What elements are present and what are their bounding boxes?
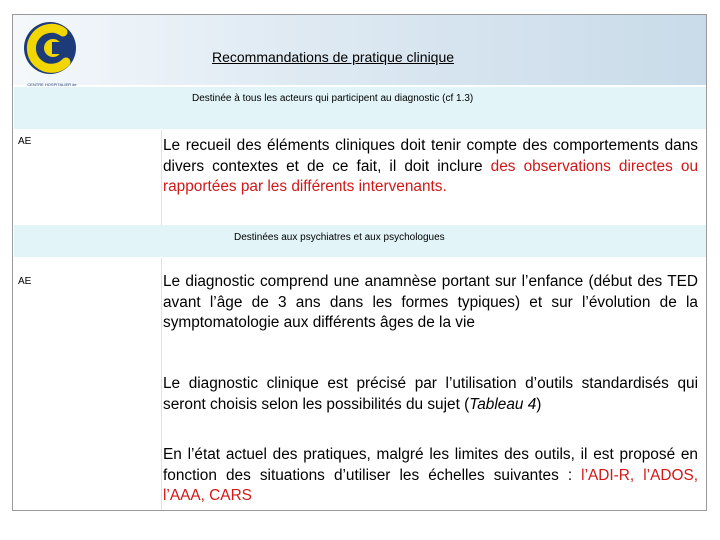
recommendation-3-text: Le diagnostic clinique est précisé par l’utilisation d’outils standardisés qui seront choisis selon les possibilités du sujet ( [163, 375, 698, 413]
logo-caption: CENTRE HOSPITALIER de [27, 82, 77, 87]
recommendation-2: Le diagnostic comprend une anamnèse portant sur l’enfance (début des TED avant l’âge de 3 ans dans les formes typiques) et sur l’évolution de la symptomatologie aux différents âges de la vie [163, 273, 698, 331]
recommendation-4 [163, 445, 698, 507]
table-reference: Tableau 4 [469, 395, 537, 413]
page-title: Recommandations de pratique clinique [212, 49, 455, 65]
audience-band-2 [14, 225, 706, 257]
recommendation-4-text: En l’état actuel des pratiques, malgré les limites des outils, il est proposé en fonction des situations d’utiliser les échelles suivantes : [163, 446, 698, 484]
column-divider [161, 130, 162, 225]
audience-band-1 [14, 87, 706, 129]
recommendation-3 [163, 374, 698, 415]
recommendation-1-highlight: des observations directes ou rapportées par les différents intervenants. [163, 157, 699, 195]
column-divider-2 [161, 258, 162, 510]
recommendation-3-end: ) [536, 395, 542, 413]
recommendation-1-text: Le recueil des éléments cliniques doit tenir compte des comportements dans divers contextes et de ce fait, il doit inclure [163, 137, 698, 175]
hospital-logo-icon [22, 18, 80, 88]
recommendation-1 [163, 136, 698, 198]
audience-text-1: Destinée à tous les acteurs qui participent au diagnostic (cf 1.3) [192, 93, 474, 104]
grade-label-2: AE [18, 276, 32, 287]
grade-label-1: AE [18, 136, 32, 147]
recommendation-4-highlight: l’ADI-R, l’ADOS, l’AAA, CARS [163, 466, 698, 504]
audience-text-2: Destinées aux psychiatres et aux psychologues [234, 232, 445, 243]
